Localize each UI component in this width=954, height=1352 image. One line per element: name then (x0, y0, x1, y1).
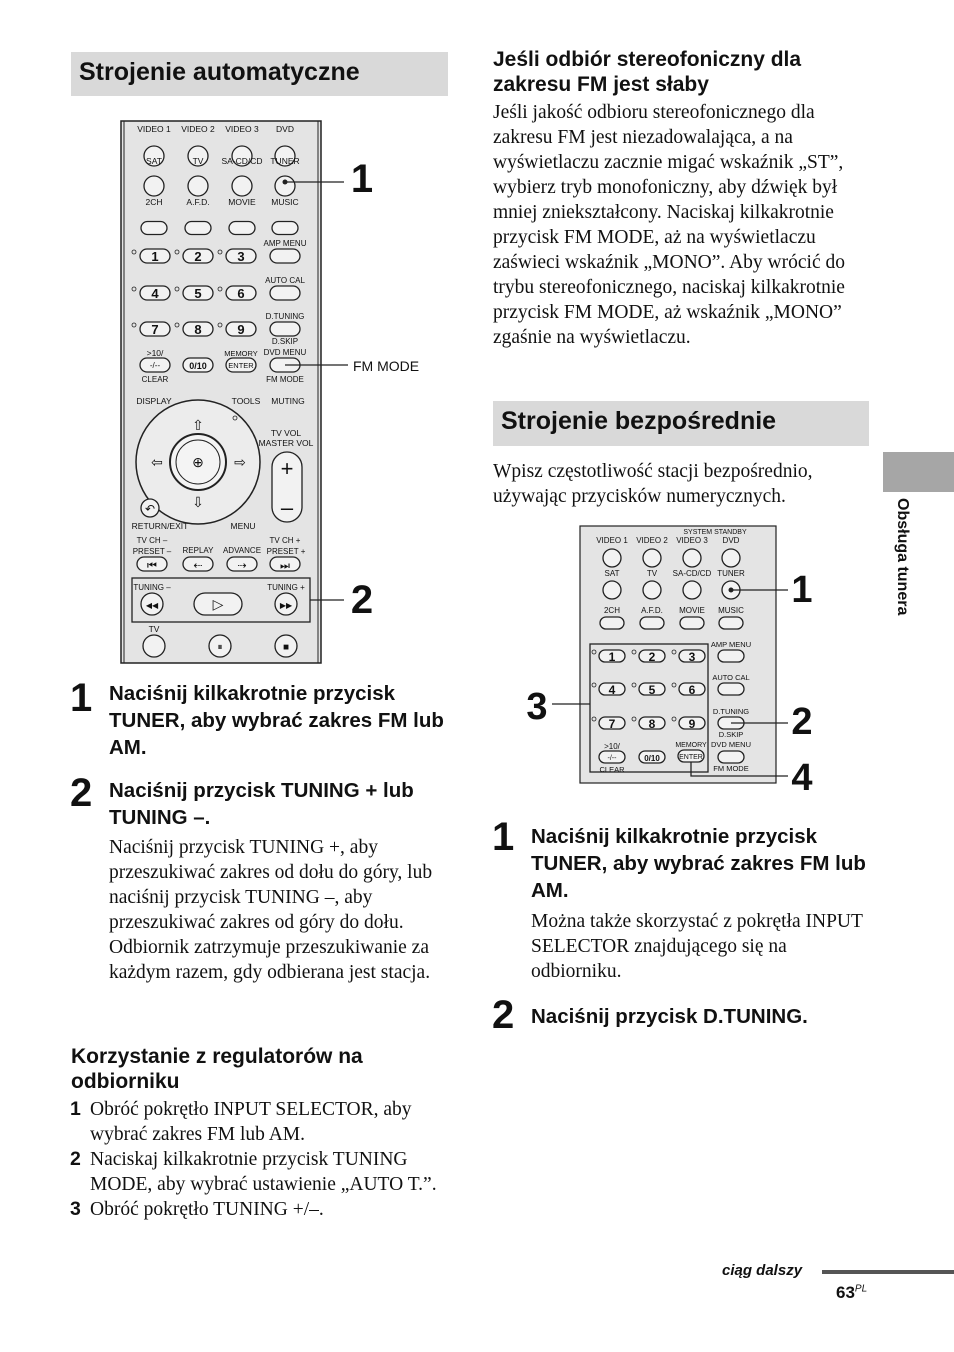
remote-pill-button (719, 617, 743, 629)
remote-button-label: TV (192, 156, 204, 166)
remote-button-label: PRESET + (266, 547, 306, 556)
list-item (70, 1197, 455, 1222)
remote-digit: 7 (608, 717, 616, 731)
remote-button-label: VIDEO 1 (137, 124, 171, 134)
remote-pill-button (600, 617, 624, 629)
remote-button-label: CLEAR (141, 375, 169, 384)
remote-pill-button (718, 751, 744, 763)
remote-digit: 4 (608, 683, 616, 697)
remote-button-label: FM MODE (266, 375, 304, 384)
remote-button-label: AMP MENU (710, 640, 752, 649)
dpad-left-icon: ⇦ (151, 454, 163, 470)
remote-button-label: TUNER (717, 569, 745, 578)
callout-number: 1 (350, 157, 374, 201)
callout-dot (283, 180, 288, 185)
remote-round-button (643, 549, 661, 567)
remote-button-label: DVD MENU (263, 348, 307, 357)
remote-button-label: 0/10 (189, 361, 207, 371)
remote-button-label: MUSIC (718, 606, 744, 615)
remote-button-label: VIDEO 2 (636, 536, 668, 545)
remote-round-button (643, 581, 661, 599)
remote-button-label: 2CH (145, 197, 163, 207)
remote-round-button (188, 176, 208, 196)
remote-pill-button (270, 322, 300, 336)
page-number (836, 1283, 867, 1303)
remote-button-label: VIDEO 3 (225, 124, 259, 134)
callout-number: 3 (526, 686, 548, 728)
callout-number: 4 (791, 757, 813, 794)
remote-digit: 2 (194, 249, 202, 264)
callout-number: 2 (350, 578, 374, 622)
remote-button-label: D.SKIP (718, 730, 744, 739)
remote-digit: 7 (151, 322, 159, 337)
remote-pill-button (229, 222, 255, 235)
remote-button-label: TV (646, 569, 658, 578)
remote-button-label: DVD (722, 536, 740, 545)
dpad-up-icon: ⇧ (192, 417, 204, 433)
list-number: 1 (70, 1098, 81, 1120)
step-title: Naciśnij kilkakrotnie przycisk TUNER, aby wybrać zakres FM lub AM. (109, 682, 444, 759)
list-number: 3 (70, 1198, 81, 1220)
remote-button-label: SAT (146, 156, 162, 166)
remote-button-label: MEMORY (224, 349, 258, 358)
remote-pill-button (718, 650, 744, 662)
remote-button-label: REPLAY (182, 546, 214, 555)
transport-icon: ⇠ (193, 560, 203, 572)
remote-button-label: VIDEO 1 (596, 536, 628, 545)
transport-icon: ⇢ (237, 560, 247, 572)
remote-button-label: MEMORY (675, 742, 707, 749)
remote-round-button (275, 176, 295, 196)
remote-button-label: AUTO CAL (712, 673, 750, 682)
remote-digit: 4 (151, 286, 159, 301)
step-number: 1 (70, 676, 93, 720)
list-item (70, 1097, 455, 1147)
controls-heading: Korzystanie z regulatorów na odbiorniku (71, 1045, 363, 1093)
section-tab-marker (883, 452, 954, 492)
remote-pill-button (185, 222, 211, 235)
remote-pill-button (718, 683, 744, 695)
remote-digit: 9 (237, 322, 245, 337)
remote-button-label: -/-- (607, 755, 617, 762)
play-icon: ▷ (212, 596, 224, 612)
remote-button-label: CLEAR (599, 765, 625, 774)
side-tab-label: Obsługa tunera (894, 498, 911, 616)
remote-digit: 1 (151, 249, 159, 264)
remote-button-label: SA-CD/CD (672, 569, 712, 578)
list-text: Obróć pokrętło TUNING +/–. (90, 1199, 324, 1220)
remote-digit: 5 (194, 286, 202, 301)
step-title: Naciśnij przycisk D.TUNING. (531, 1005, 808, 1028)
remote-button-label: ENTER (228, 361, 254, 370)
remote-button-label: A.F.D. (641, 606, 663, 615)
section-title-auto-tuning: Strojenie automatyczne (71, 52, 448, 96)
remote-button-label: SA-CD/CD (221, 156, 263, 166)
page-number-value: 63 (836, 1283, 855, 1302)
transport-icon: ⏮ (147, 560, 157, 572)
controls-list (70, 1097, 455, 1222)
continued-label: ciąg dalszy (722, 1262, 803, 1279)
remote-button-label: TV VOL (270, 428, 302, 438)
remote-button-label: MOVIE (679, 606, 705, 615)
remote-digit: 9 (688, 717, 696, 731)
remote-button-label: MUSIC (271, 197, 299, 207)
remote-button-label: SAT (604, 569, 620, 578)
remote-button-label: MASTER VOL (258, 438, 314, 448)
remote-button-label: DVD MENU (710, 740, 752, 749)
list-item (70, 1147, 455, 1197)
list-text: Naciskaj kilkakrotnie przycisk TUNING MODE, aby wybrać ustawienie „AUTO T.”. (90, 1149, 437, 1195)
section-title-direct-tuning: Strojenie bezpośrednie (493, 401, 869, 446)
list-text: Obróć pokrętło INPUT SELECTOR, aby wybrać zakres FM lub AM. (90, 1099, 412, 1145)
remote-button-label: DVD (276, 124, 294, 134)
callout-number: 1 (791, 569, 813, 611)
remote-button-label: AUTO CAL (265, 276, 305, 285)
tv-power-button (143, 635, 165, 657)
callout-label: FM MODE (353, 358, 420, 374)
tuning-plus-icon: ▶▶ (279, 601, 293, 610)
remote-button-label: D.TUNING (712, 707, 750, 716)
remote-digit: 8 (194, 322, 202, 337)
remote-digit: 6 (688, 683, 696, 697)
step-title: Naciśnij kilkakrotnie przycisk TUNER, aby wybrać zakres FM lub AM. (531, 825, 866, 902)
pause-icon: ⏸ (217, 642, 223, 653)
remote-button-label: TV CH – (136, 536, 168, 545)
remote-button-label: TV CH + (269, 536, 301, 545)
remote-button-label: FM MODE (713, 764, 749, 773)
remote-pill-button (272, 222, 298, 235)
remote-button-label: D.TUNING (265, 312, 305, 321)
remote-button-label: SYSTEM STANDBY (683, 529, 747, 536)
transport-icon: ⏭ (280, 560, 290, 572)
remote-button-label: PRESET – (132, 547, 172, 556)
remote-round-button (683, 581, 701, 599)
return-icon: ↶ (144, 502, 156, 516)
weak-signal-heading: Jeśli odbiór stereofoniczny dla zakresu FM jest słaby (493, 48, 802, 96)
step-body: Można także skorzystać z pokrętła INPUT SELECTOR znajdującego się na odbiorniku. (531, 911, 863, 982)
remote-button-label: ENTER (679, 754, 703, 761)
remote-button-label: ADVANCE (222, 546, 262, 555)
remote-button-label: VIDEO 2 (181, 124, 215, 134)
volume-plus-icon: + (280, 456, 294, 481)
remote-button-label: MENU (230, 521, 256, 531)
remote-round-button (683, 549, 701, 567)
remote-digit: 3 (688, 650, 696, 664)
weak-signal-body: Jeśli jakość odbioru stereofonicznego dla zakresu FM jest niezadowalająca, a na wyświetlaczu zacznie migać wskaźnik „ST”, wybierz tryb monofoniczny, aby dźwięk był mniej zniekształcony. Naciskaj kilkakrotnie przycisk FM MODE, aż na wyświetlaczu zaświeci wskaźnik „MONO”. Aby wrócić do trybu stereofonicznego, naciskaj kilkakrotnie przycisk FM MODE, aż wskaźnik „MONO” zgaśnie na wyświetlaczu. (493, 102, 845, 348)
remote-round-button (603, 549, 621, 567)
remote-button-label: 2CH (603, 606, 621, 615)
remote-digit: 1 (608, 650, 616, 664)
remote-button-label: D.SKIP (271, 337, 299, 346)
volume-minus-icon: – (280, 495, 294, 520)
remote-button-label: >10/ (604, 742, 620, 751)
remote-round-button (232, 176, 252, 196)
dpad-down-icon: ⇩ (192, 494, 204, 510)
step-number: 2 (70, 771, 93, 815)
step-number: 1 (492, 815, 515, 859)
remote-pill-button (141, 222, 167, 235)
remote-button-label: 0/10 (644, 754, 660, 763)
remote-illustration-auto (110, 118, 450, 666)
remote-button-label: AMP MENU (263, 239, 307, 248)
remote-digit: 8 (648, 717, 656, 731)
remote-button-label: A.F.D. (186, 197, 210, 207)
remote-button-label: TUNING – (133, 583, 171, 592)
remote-button-label: RETURN/EXIT (131, 521, 189, 531)
remote-button-label: TOOLS (231, 396, 261, 406)
callout-number: 2 (791, 701, 813, 743)
remote-round-button (722, 549, 740, 567)
callout-dot (729, 588, 734, 593)
remote-digit: 3 (237, 249, 245, 264)
remote-button-label: TUNING + (267, 583, 305, 592)
remote-illustration-direct (520, 524, 820, 794)
remote-pill-button (270, 286, 300, 300)
remote-pill-button (640, 617, 664, 629)
remote-round-button (144, 176, 164, 196)
remote-button-label: >10/ (146, 348, 164, 358)
remote-button-label: VIDEO 3 (676, 536, 708, 545)
stop-icon: ■ (282, 642, 290, 653)
step-title: Naciśnij przycisk TUNING + lub TUNING –. (109, 779, 414, 829)
remote-digit: 5 (648, 683, 656, 697)
remote-pill-button (680, 617, 704, 629)
remote-button-label: TUNER (270, 156, 300, 166)
step-number: 2 (492, 993, 515, 1037)
remote-digit: 2 (648, 650, 656, 664)
list-number: 2 (70, 1148, 81, 1170)
direct-tuning-intro: Wpisz częstotliwość stacji bezpośrednio, używając przycisków numerycznych. (493, 461, 813, 507)
continued-rule (822, 1270, 954, 1274)
dpad-center-icon: ⊕ (192, 454, 204, 470)
page-number-suffix: PL (854, 1283, 868, 1295)
remote-button-label: -/-- (149, 361, 161, 370)
tuning-minus-icon: ◀◀ (145, 601, 159, 610)
remote-pill-button (270, 249, 300, 263)
step-body: Naciśnij przycisk TUNING +, aby przeszukiwać zakres od dołu do góry, lub naciśnij przycisk TUNING –, aby przeszukiwać zakres od góry do dołu. Odbiornik zatrzymuje przeszukiwanie za każdym razem, gdy odbierana jest stacja. (109, 837, 433, 983)
remote-button-label: TV (148, 624, 160, 634)
remote-digit: 6 (237, 286, 245, 301)
remote-round-button (603, 581, 621, 599)
remote-button-label: MUTING (271, 396, 305, 406)
remote-button-label: MOVIE (228, 197, 256, 207)
remote-button-label: DISPLAY (136, 396, 172, 406)
dpad-right-icon: ⇨ (234, 454, 246, 470)
